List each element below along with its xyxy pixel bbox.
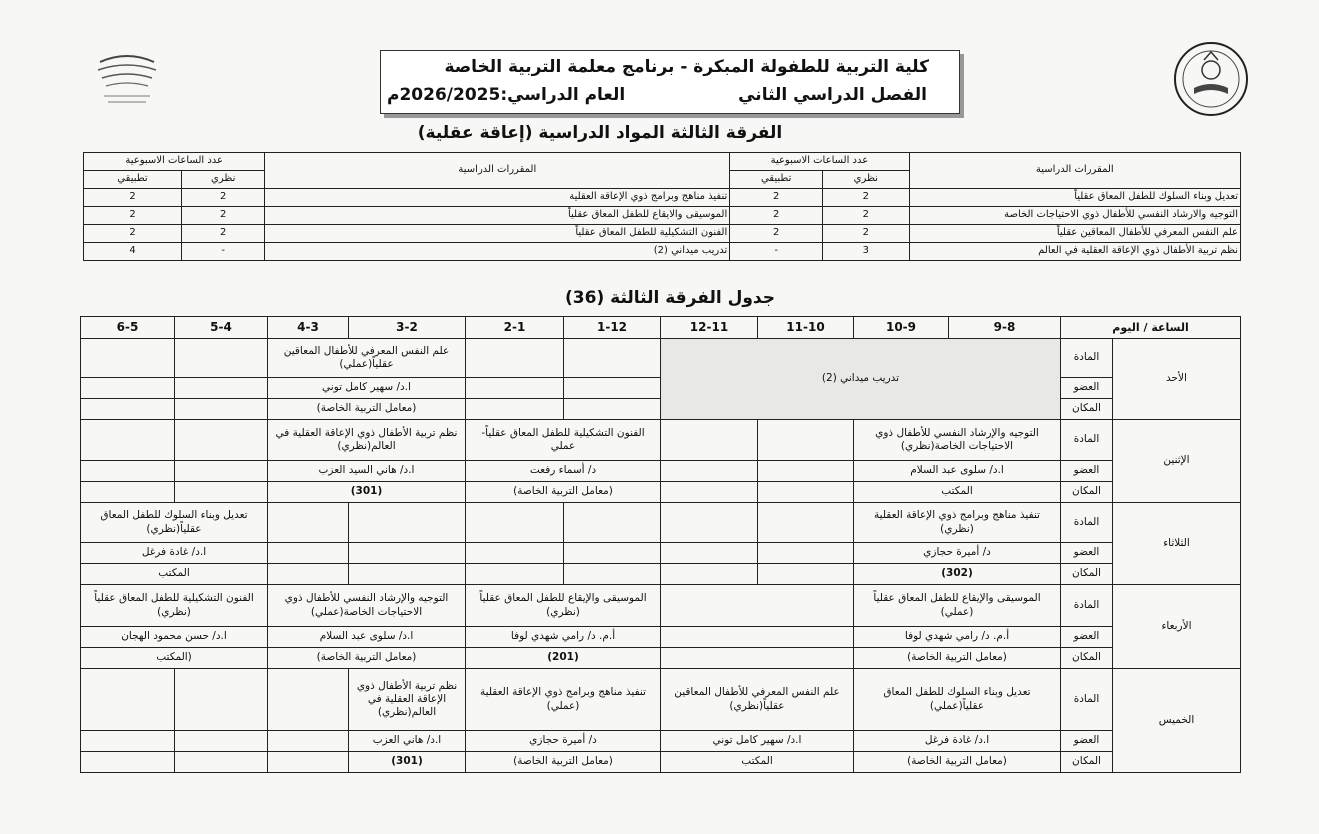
applied-header: تطبيقي: [84, 171, 182, 189]
academic-year-label: العام الدراسي:2026/2025م: [387, 85, 626, 105]
schedule-section-title: جدول الفرقة الثالثة (36): [565, 288, 775, 308]
theory-header: نظري: [823, 171, 910, 189]
slot-header: 12-11: [661, 317, 758, 339]
slot-header: 2-1: [466, 317, 564, 339]
day-tuesday: الثلاثاء: [1113, 503, 1241, 585]
schedule-table: الساعة / اليوم 9-8 10-9 11-10 12-11 1-12 2-1 3-2 4-3 5-4 6-5 الأحد المادة تدريب ميداني (2) علم النفس المعرفي للأطفال المعاقين عقلياً(عملي) العضو ا.د/ سهير كامل توني المكان (معامل التربية الخاصة) الإثنين المادة التوجيه والإرشاد النفسي للأطفال ذوي الاحتياجات الخاصة(نظري) الفنون التشكيلية للطفل المعاق عقلياً- عملي نظم تربية الأطفال ذوي الإعاقة العقلية في العالم(نظري) العضو ا.د/ سلوى عبد السلام د/ أسماء رفعت ا.د/ هاني السيد العزب المكان المكتب (معامل التربية الخاصة) (301) الثلاثاء المادة تنفيذ مناهج وبرامج ذوي الإعاقة العقلية (نظري) تعديل وبناء السلوك للطفل المعاق عقلياً(نظري) العضو د/ أميرة حجازي ا.د/ غادة فرغل المكان (302) المكتب الأربعاء المادة الموسيقى والإيقاع للطفل المعاق عقلياً (عملي) الموسيقى والإيقاع للطفل المعاق عقلياً (نظري) التوجيه والإرشاد النفسي للأطفال ذوي الاحتياجات الخاصة(عملي) الفنون التشكيلية للطفل المعاق عقلياً (نظري) العضو أ.م. د/ رامي شهدي لوفا أ.م. د/ رامي شهدي لوفا ا.د/ سلوى عبد السلام ا.د/ حسن محمود الهجان المكان (معامل التربية الخاصة) (201) (معامل التربية الخاصة) (المكتب الخميس المادة تعديل وبناء السلوك للطفل المعاق عقلياً(عملي) علم النفس المعرفي للأطفال المعاقين عقلياً(نظري) تنفيذ مناهج وبرامج ذوي الإعاقة العقلية (عملي) نظم تربية الأطفال ذوي الإعاقة العقلية في العالم(نظري) العضو ا.د/ غادة فرغل ا.د/ سهير كامل توني د/ أميرة حجازي ا.د/ هاني العزب المكان (معامل التربية الخاصة) المكتب (معامل التربية الخاصة) (301): [80, 316, 1241, 773]
title-box: [380, 50, 960, 114]
weekly-hours-header-left: عدد الساعات الاسبوعية: [84, 153, 265, 171]
semester-label: الفصل الدراسي الثاني: [738, 85, 927, 105]
courses-header-left: المقررات الدراسية: [265, 153, 730, 189]
courses-table: [83, 152, 1241, 261]
slot-header: 4-3: [268, 317, 349, 339]
day-hour-corner: الساعة / اليوم: [1061, 317, 1241, 339]
faculty-logo: [92, 40, 162, 120]
course-row: علم النفس المعرفي للأطفال المعاقين عقلياً 2 2 الفنون التشكيلية للطفل المعاق عقلياً 2 2: [84, 225, 1241, 243]
slot-header: 10-9: [854, 317, 949, 339]
weekly-hours-header-right: عدد الساعات الاسبوعية: [730, 153, 909, 171]
slot-header: 5-4: [175, 317, 268, 339]
slot-header: 9-8: [949, 317, 1061, 339]
faculty-program-title: كلية التربية للطفولة المبكرة - برنامج معلمة التربية الخاصة: [444, 57, 929, 77]
course-row: تعديل وبناء السلوك للطفل المعاق عقلياً 2 2 تنفيذ مناهج وبرامج ذوي الإعاقة العقلية 2 2: [84, 189, 1241, 207]
slot-header: 11-10: [758, 317, 854, 339]
applied-header: تطبيقي: [730, 171, 823, 189]
theory-header: نظري: [182, 171, 265, 189]
sunday-training: تدريب ميداني (2): [661, 339, 1061, 420]
day-sunday: الأحد: [1113, 339, 1241, 420]
slot-header: 1-12: [564, 317, 661, 339]
day-wednesday: الأربعاء: [1113, 585, 1241, 669]
course-row: التوجيه والارشاد النفسي للأطفال ذوي الاحتياجات الخاصة 2 2 الموسيقى والايقاع للطفل المعاق عقلياً 2 2: [84, 207, 1241, 225]
university-seal: [1172, 40, 1250, 118]
day-monday: الإثنين: [1113, 420, 1241, 503]
day-thursday: الخميس: [1113, 669, 1241, 773]
course-row: نظم تربية الأطفال ذوي الإعاقة العقلية في العالم 3 - تدريب ميداني (2) - 4: [84, 243, 1241, 261]
courses-header-right: المقررات الدراسية: [909, 153, 1240, 189]
slot-header: 3-2: [349, 317, 466, 339]
courses-section-title: الفرقة الثالثة المواد الدراسية (إعاقة عقلية): [417, 123, 783, 143]
slot-header: 6-5: [81, 317, 175, 339]
